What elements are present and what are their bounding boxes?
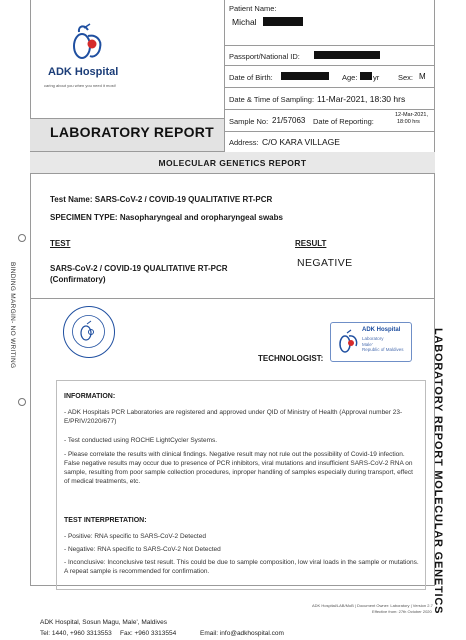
row-test-line1: SARS-CoV-2 / COVID-19 QUALITATIVE RT-PCR [50, 264, 228, 273]
seal-emblem-icon [64, 307, 113, 356]
interpretation-heading: TEST INTERPRETATION: [64, 517, 147, 524]
info-item-3: - Please correlate the results with clinical findings. Negative result may not rule out the possibility of Covid-19 infection. False negative results may occur due to presence of PCR inhibitors, viral mutations and insufficient SARS-CoV-2 RNA on sample, resulting from poor sample collection procedures, inproper handling of samples especially during transport, effect of medical treatments, etc. [64, 451, 413, 485]
sampling-value: 11-Mar-2021, 18:30 hrs [317, 94, 406, 104]
patient-name-value: Michal [232, 17, 257, 27]
specimen-label: SPECIMEN TYPE: [50, 213, 118, 222]
information-heading: INFORMATION: [64, 393, 116, 400]
sex-value: M [419, 72, 426, 81]
redacted-surname [263, 17, 303, 26]
passport-label: Passport/National ID: [229, 52, 300, 61]
logo-area [30, 0, 224, 118]
binding-hole-bottom [18, 398, 26, 406]
footer-email: Email: info@adkhospital.com [200, 630, 284, 637]
test-name-label: Test Name: [50, 195, 93, 204]
footer-address: ADK Hospital, Sosun Magu, Male', Maldives [40, 619, 167, 626]
stamp-line1: Laboratory [362, 336, 384, 341]
test-name-line [50, 195, 272, 204]
age-label: Age: [342, 73, 358, 82]
reporting-value-line1: 12-Mar-2021, [395, 112, 429, 118]
row-test-line2: (Confirmatory) [50, 275, 106, 284]
dob-row [224, 66, 435, 88]
info-item-2: - Test conducted using ROCHE LightCycler Systems. [64, 437, 218, 444]
address-value: C/O KARA VILLAGE [262, 137, 340, 147]
specimen-value: Nasopharyngeal and oropharyngeal swabs [119, 213, 283, 222]
age-unit: yr [373, 73, 380, 82]
sampling-label: Date & Time of Sampling: [229, 95, 315, 104]
redacted-passport [314, 51, 380, 59]
patient-name-label: Patient Name: [229, 4, 277, 13]
interp-item-positive: - Positive: RNA specific to SARS-CoV-2 Detected [64, 533, 206, 540]
sample-no-label: Sample No: [229, 117, 269, 126]
hospital-name: ADK Hospital [48, 66, 119, 78]
stamp-address [362, 336, 404, 353]
side-report-title: LABORATORY REPORT MOLECULAR GENETICS [432, 328, 444, 615]
dob-label: Date of Birth: [229, 73, 273, 82]
stamp-line3: Republic of Maldives [362, 347, 404, 352]
sex-label: Sex: [398, 73, 414, 82]
doc-info-line2: Effective from: 27th October 2020 [372, 609, 432, 614]
col-result-header: RESULT [295, 239, 327, 248]
doc-info-line1: ADK Hospital/LAB/MoB | Document Owner: Laboratory | Version 2.7 [312, 603, 433, 608]
hospital-seal [63, 306, 115, 358]
footer-fax: Fax: +960 3313554 [120, 630, 177, 637]
reporting-label: Date of Reporting: [313, 117, 374, 126]
binding-hole-top [18, 234, 26, 242]
report-title: LABORATORY REPORT [50, 124, 215, 140]
results-divider [30, 298, 435, 299]
stamp-logo-icon [335, 327, 361, 357]
stamp-line2: Male' [362, 341, 373, 347]
reporting-value-line2: 18:00 hrs [397, 119, 420, 125]
specimen-line [50, 213, 283, 222]
section-title: MOLECULAR GENETICS REPORT [158, 158, 307, 168]
interp-item-negative: - Negative: RNA specific to SARS-CoV-2 Not Detected [64, 546, 221, 553]
sample-row [224, 110, 435, 132]
row-result-value: NEGATIVE [297, 257, 353, 269]
stamp-hospital-name: ADK Hospital [362, 327, 401, 333]
sample-no-value: 21/57063 [272, 116, 306, 125]
passport-row [224, 46, 435, 66]
address-label: Address: [229, 138, 259, 147]
technologist-label: TECHNOLOGIST: [258, 354, 324, 363]
interp-item-inconclusive: - Inconclusive: Inconclusive test result. This could be due to sample composition, low viral loads in the sample or mutations. A repeat sample is recommended for confirmation. [64, 559, 419, 575]
binding-margin-text: BINDING MARGIN- NO WRITING [9, 262, 16, 369]
patient-name-row [224, 0, 435, 46]
hospital-tagline: caring about you when you need it most! [44, 83, 116, 88]
address-row [224, 132, 435, 152]
sampling-row [224, 88, 435, 110]
info-item-1: - ADK Hospitals PCR Laboratories are registered and approved under QID of Ministry of Health (Approval number 23-E/PRIV/2020/677) [64, 409, 403, 425]
col-test-header: TEST [50, 239, 71, 248]
footer-tel: Tel: 1440, +960 3313553 [40, 630, 112, 637]
test-name-value: SARS-CoV-2 / COVID-19 QUALITATIVE RT-PCR [94, 195, 273, 204]
redacted-dob [281, 72, 329, 80]
redacted-age [360, 72, 372, 80]
hospital-logo-icon [66, 22, 116, 62]
